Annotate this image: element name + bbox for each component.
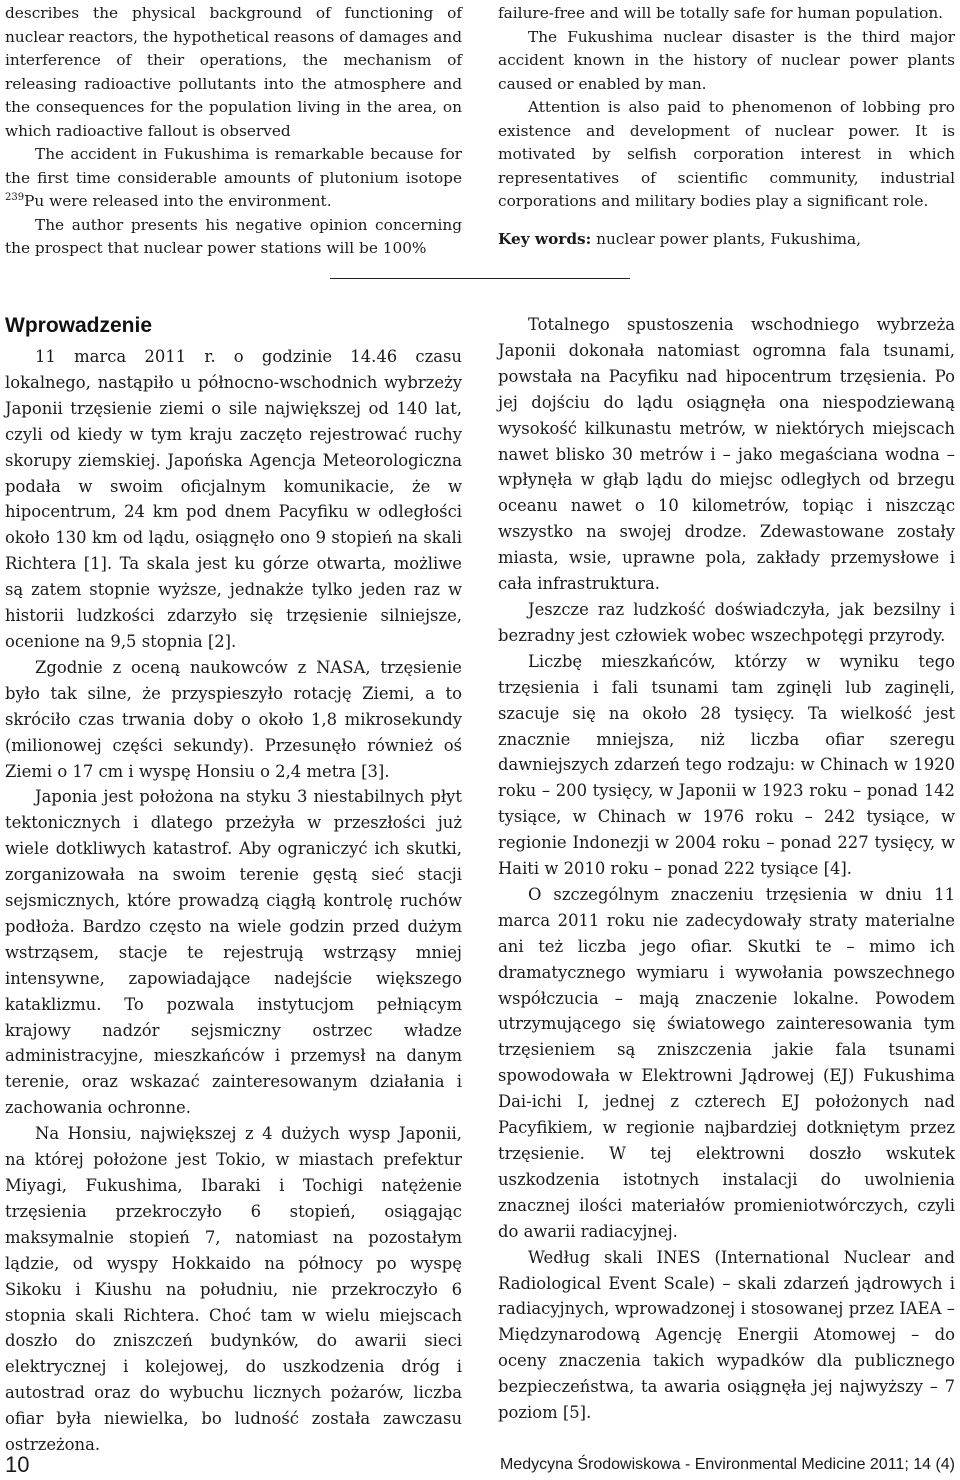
- article-paragraph: Totalnego spustoszenia wschodniego wybrzeża Japonii dokonała natomiast ogromna fala tsunami, powstała na Pacyfiku nad hipocentrum trzęsienia. Po jej dojściu do lądu osiągnęła ona niespodziewaną wysokość kilkunastu metrów, w niektórych miejscach nawet blisko 30 metrów i – jako megaściana wodna – wpłynęła w głąb lądu do miejsc odległych od brzegu oceanu nawet o 10 kilometrów, topiąc i niszcząc wszystko na swojej drodze. Zdewastowane zostały miasta, wsie, uprawne pola, zakłady przemysłowe i cała infrastruktura.: [498, 315, 955, 594]
- keywords: [498, 228, 955, 252]
- article-right-column: [498, 312, 955, 1440]
- page-footer: [5, 1450, 955, 1478]
- keywords-text: nuclear power plants, Fukushima,: [591, 229, 862, 248]
- abstract-paragraph: describes the physical background of functioning of nuclear reactors, the hypothetical reasons of damages and interference of their operations, the mechanism of releasing radioactive pollutants into the atmosphere and the consequences for the population living in the area, on which radioactive fallout is observed: [5, 4, 462, 140]
- english-abstract: [5, 2, 955, 264]
- page-number: 10: [5, 1452, 30, 1477]
- section-title: Wprowadzenie: [5, 314, 153, 337]
- article-paragraph: Japonia jest położona na styku 3 niestabilnych płyt tektonicznych i dlatego przeżyła w przeszłości już wiele dotkliwych katastrof. Aby ograniczyć ich skutki, zorganizowała na swoim terenie gęstą sieć stacji sejsmicznych, które prowadzą ciągłą kontrolę ruchów podłoża. Bardzo często na wiele godzin przed dużym wstrząsem, stacje te rejestrują wstrząsy mniej intensywne, zapowiadające nadejście większego kataklizmu. To pozwala instytucjom pełniącym krajowy nadzór sejsmiczny ostrzec władze administracyjne, mieszkańców i przemysł na danym terenie, oraz wskazać zainteresowanym działania i zachowania ochronne.: [5, 787, 462, 1118]
- abstract-paragraph: Attention is also paid to phenomenon of lobbing pro existence and development of nuclear power. It is motivated by selfish corporation interest in which representatives of scientific community, industrial corporations and military bodies play a significant role.: [498, 98, 955, 210]
- abstract-paragraph: [5, 143, 462, 214]
- section-divider: [330, 278, 630, 279]
- journal-citation: Medycyna Środowiskowa - Environmental Medicine 2011; 14 (4): [499, 1456, 955, 1473]
- abstract-paragraph: failure-free and will be totally safe for human population.: [498, 4, 944, 22]
- keywords-label: Key words:: [498, 229, 592, 248]
- abstract-text: The accident in Fukushima is remarkable because for the first time considerable amounts of plutonium isotope: [5, 145, 462, 187]
- article-paragraph: Na Honsiu, największej z 4 dużych wysp Japonii, na której położone jest Tokio, w miastach prefektur Miyagi, Fukushima, Ibaraki i Tochigi natężenie trzęsienia przekroczyło 6 stopień, osiągając maksymalnie stopień 7, natomiast na pozostałym lądzie, od wyspy Hokkaido na północy po wyspę Sikoku i Kiushu na południu, nie przekroczyło 6 stopnia skali Richtera. Choć tam w wielu miejscach doszło do zniszczeń budynków, do awarii sieci elektrycznej i kolejowej, do uszkodzenia dróg i autostrad oraz do wybuchu licznych pożarów, liczba ofiar była niewielka, bo ludność została zawczasu ostrzeżona.: [5, 1124, 462, 1455]
- article-paragraph: O szczególnym znaczeniu trzęsienia w dniu 11 marca 2011 roku nie zadecydowały straty materialne ani też liczba jego ofiar. Skutki te – mimo ich dramatycznego wymiaru i wywołania powszechnego współczucia – mają znaczenie lokalne. Powodem utrzymującego się światowego zainteresowania tym trzęsieniem są zniszczenia jakie fala tsunami spowodowała w Elektrowni Jądrowej (EJ) Fukushima Dai-ichi I, jednej z czterech EJ położonych nad Pacyfikiem, w regionie najbardziej dotkniętym przez trzęsienie. W tej elektrowni doszło wskutek uszkodzenia istotnych instalacji do uwolnienia znacznej ilości materiałów promieniotwórczych, czyli do awarii radiacyjnej.: [498, 884, 955, 1241]
- article-paragraph: Według skali INES (International Nuclear and Radiological Event Scale) – skali zdarzeń jądrowych i radiacyjnych, wprowadzonej i stosowanej przez IAEA – Międzynarodową Agencję Energii Atomowej – do oceny znaczenia takich wypadków dla publicznego bezpieczeństwa, ta awaria osiągnęła jej najwyższy – 7 poziom [5].: [498, 1247, 955, 1423]
- article-paragraph: Liczbę mieszkańców, którzy w wyniku tego trzęsienia i fali tsunami tam zginęli lub zaginęli, szacuje się na około 28 tysięcy. Ta wielkość jest znacznie mniejsza, niż liczba ofiar szeregu dawniejszych zdarzeń tego rodzaju: w Chinach w 1920 roku – 200 tysięcy, w Japonii w 1923 roku – ponad 142 tysiące, w Chinach w 1976 roku – 242 tysiące, w regionie Indonezji w 2004 roku – ponad 227 tysięcy, w Haiti w 2010 roku – ponad 222 tysiące [4].: [498, 651, 955, 879]
- article-paragraph: Zgodnie z oceną naukowców z NASA, trzęsienie było tak silne, że przyspieszyło rotację Ziemi, a to skróciło czas trwania doby o około 1,8 mikrosekundy (milionowej części sekundy). Przesunęło również oś Ziemi o 17 cm i wyspę Honsiu o 2,4 metra [3].: [5, 657, 462, 781]
- article-paragraph: 11 marca 2011 r. o godzinie 14.46 czasu lokalnego, nastąpiło u północno-wschodnich wybrzeży Japonii trzęsienie ziemi o sile największej od 140 lat, czyli od kiedy w tym kraju zaczęto rejestrować ruchy skorupy ziemskiej. Japońska Agencja Meteorologiczna podała w swoim oficjalnym komunikacie, że w hipocentrum, 24 km pod dnem Pacyfiku w odległości około 130 km od lądu, osiągnęło ono 9 stopień na skali Richtera [1]. Ta skala jest ku górze otwarta, możliwe są zatem stopnie wyższe, jednakże tylko jeden raz w historii ludzkości zdarzyło się trzęsienie silniejsze, ocenione na 9,5 stopnia [2].: [5, 347, 462, 651]
- abstract-text: Pu were released into the environment.: [24, 192, 332, 210]
- abstract-paragraph: The author presents his negative opinion concerning the prospect that nuclear power stations will be 100%: [5, 215, 462, 257]
- abstract-left-column: [5, 2, 462, 264]
- abstract-paragraph: The Fukushima nuclear disaster is the third major accident known in the history of nuclear power plants caused or enabled by man.: [498, 27, 955, 93]
- abstract-right-column: [498, 2, 955, 264]
- article-body: [5, 312, 955, 1455]
- article-paragraph: Jeszcze raz ludzkość doświadczyła, jak bezsilny i bezradny jest człowiek wobec wszechpotęgi przyrody.: [498, 599, 955, 645]
- isotope-mass-number: 239: [5, 191, 25, 203]
- article-left-column: [5, 312, 462, 1455]
